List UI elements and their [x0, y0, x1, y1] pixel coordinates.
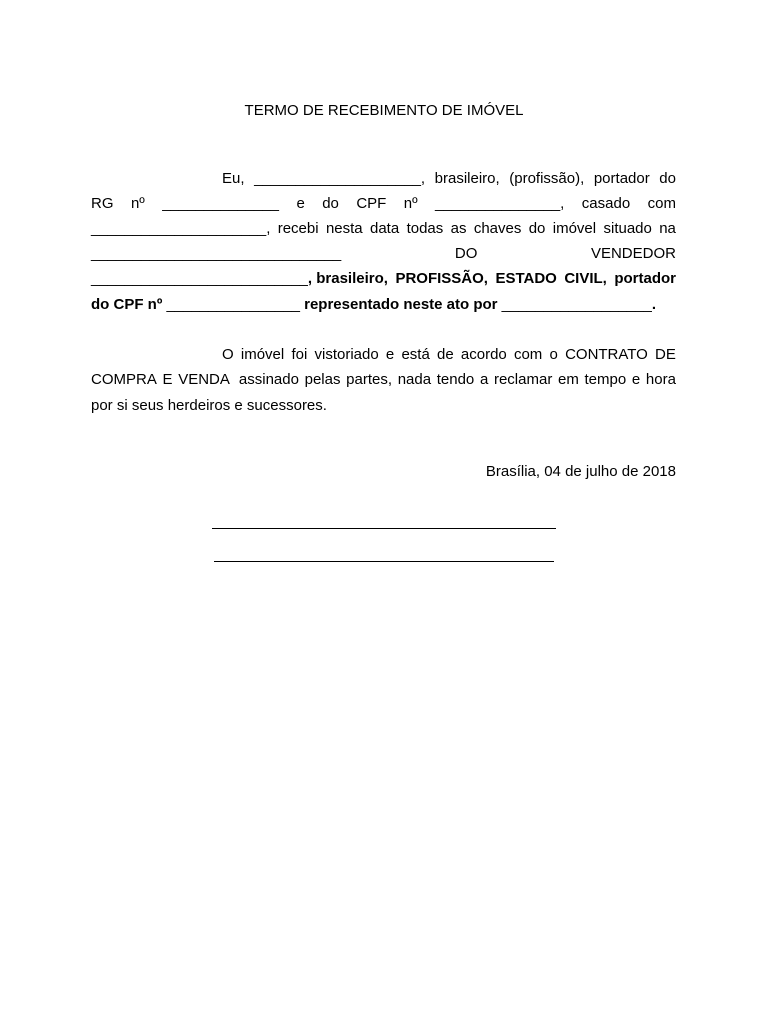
- word: a: [479, 371, 489, 388]
- document-title: TERMO DE RECEBIMENTO DE IMÓVEL: [244, 102, 524, 119]
- word: recebi: [277, 220, 319, 237]
- word: do: [659, 170, 676, 187]
- word: foi: [291, 346, 308, 363]
- word: assinado: [238, 371, 299, 388]
- word: do: [322, 195, 339, 212]
- word: o: [549, 346, 558, 363]
- word: COMPRA: [91, 371, 157, 388]
- word: com: [513, 346, 543, 363]
- paragraph1-line6: [91, 295, 676, 315]
- signature-line-1: [212, 528, 556, 529]
- paragraph2-line1: [91, 345, 676, 365]
- period: .: [651, 296, 657, 313]
- represented-by-label: representado neste ato por: [299, 296, 502, 313]
- name-blank: ____________________,: [254, 170, 426, 187]
- word: tempo: [584, 371, 627, 388]
- word: chaves: [473, 220, 522, 237]
- word: em: [558, 371, 579, 388]
- word: imóvel: [552, 220, 597, 237]
- word: nº: [130, 195, 145, 212]
- word: imóvel: [240, 346, 285, 363]
- address-blank: ______________________________: [91, 245, 342, 262]
- paragraph1-line4: [91, 244, 676, 264]
- word: vistoriado: [314, 346, 379, 363]
- word: portador: [614, 270, 676, 287]
- cpf-label: do CPF nº: [91, 296, 167, 313]
- word: DO: [454, 245, 478, 262]
- word: casado: [581, 195, 631, 212]
- word: CIVIL,: [564, 270, 607, 287]
- cpf-blank: _______________,: [435, 195, 565, 212]
- paragraph1-line5: [91, 269, 676, 289]
- word: acordo: [460, 346, 507, 363]
- word: partes,: [346, 371, 393, 388]
- rg-blank: ______________: [162, 195, 279, 212]
- word: portador: [593, 170, 650, 187]
- word: tendo: [436, 371, 475, 388]
- word: situado: [603, 220, 652, 237]
- word: hora: [645, 371, 676, 388]
- word: nada: [397, 371, 432, 388]
- seller-name-group: [91, 269, 388, 289]
- word: de: [437, 346, 454, 363]
- word: todas: [406, 220, 444, 237]
- word: do: [528, 220, 546, 237]
- word: nº: [403, 195, 418, 212]
- word: VENDEDOR: [590, 245, 676, 262]
- paragraph1-line1: [91, 169, 676, 189]
- word: e: [385, 346, 395, 363]
- word: ESTADO: [495, 270, 557, 287]
- word: brasileiro,: [434, 170, 500, 187]
- word: as: [450, 220, 467, 237]
- word: e: [631, 371, 641, 388]
- word: data: [370, 220, 400, 237]
- word: Eu,: [222, 170, 245, 187]
- seller-cpf-blank: ________________: [166, 296, 300, 313]
- spouse-blank: _____________________,: [91, 220, 271, 237]
- representative-blank: __________________: [501, 296, 652, 313]
- paragraph1-line2: [91, 194, 676, 214]
- word: pelas: [304, 371, 341, 388]
- word: PROFISSÃO,: [395, 270, 488, 287]
- word: na: [659, 220, 676, 237]
- word: CONTRATO: [565, 346, 648, 363]
- signature-line-2: [214, 561, 554, 562]
- word: O: [222, 346, 234, 363]
- paragraph2-line2: [91, 370, 676, 390]
- word: nesta: [325, 220, 363, 237]
- paragraph2-line3: por si seus herdeiros e sucessores.: [91, 397, 327, 414]
- word: e: [296, 195, 305, 212]
- word: reclamar: [493, 371, 553, 388]
- word: VENDA: [178, 371, 234, 388]
- date-line: Brasília, 04 de julho de 2018: [485, 463, 676, 480]
- seller-name-blank: __________________________: [91, 270, 308, 287]
- word: DE: [655, 346, 676, 363]
- word: E: [162, 371, 173, 388]
- word: CPF: [356, 195, 387, 212]
- paragraph1-line3: [91, 219, 676, 239]
- word: (profissão),: [509, 170, 585, 187]
- word: está: [401, 346, 430, 363]
- word: , brasileiro,: [307, 270, 388, 287]
- word: RG: [91, 195, 114, 212]
- word: com: [647, 195, 676, 212]
